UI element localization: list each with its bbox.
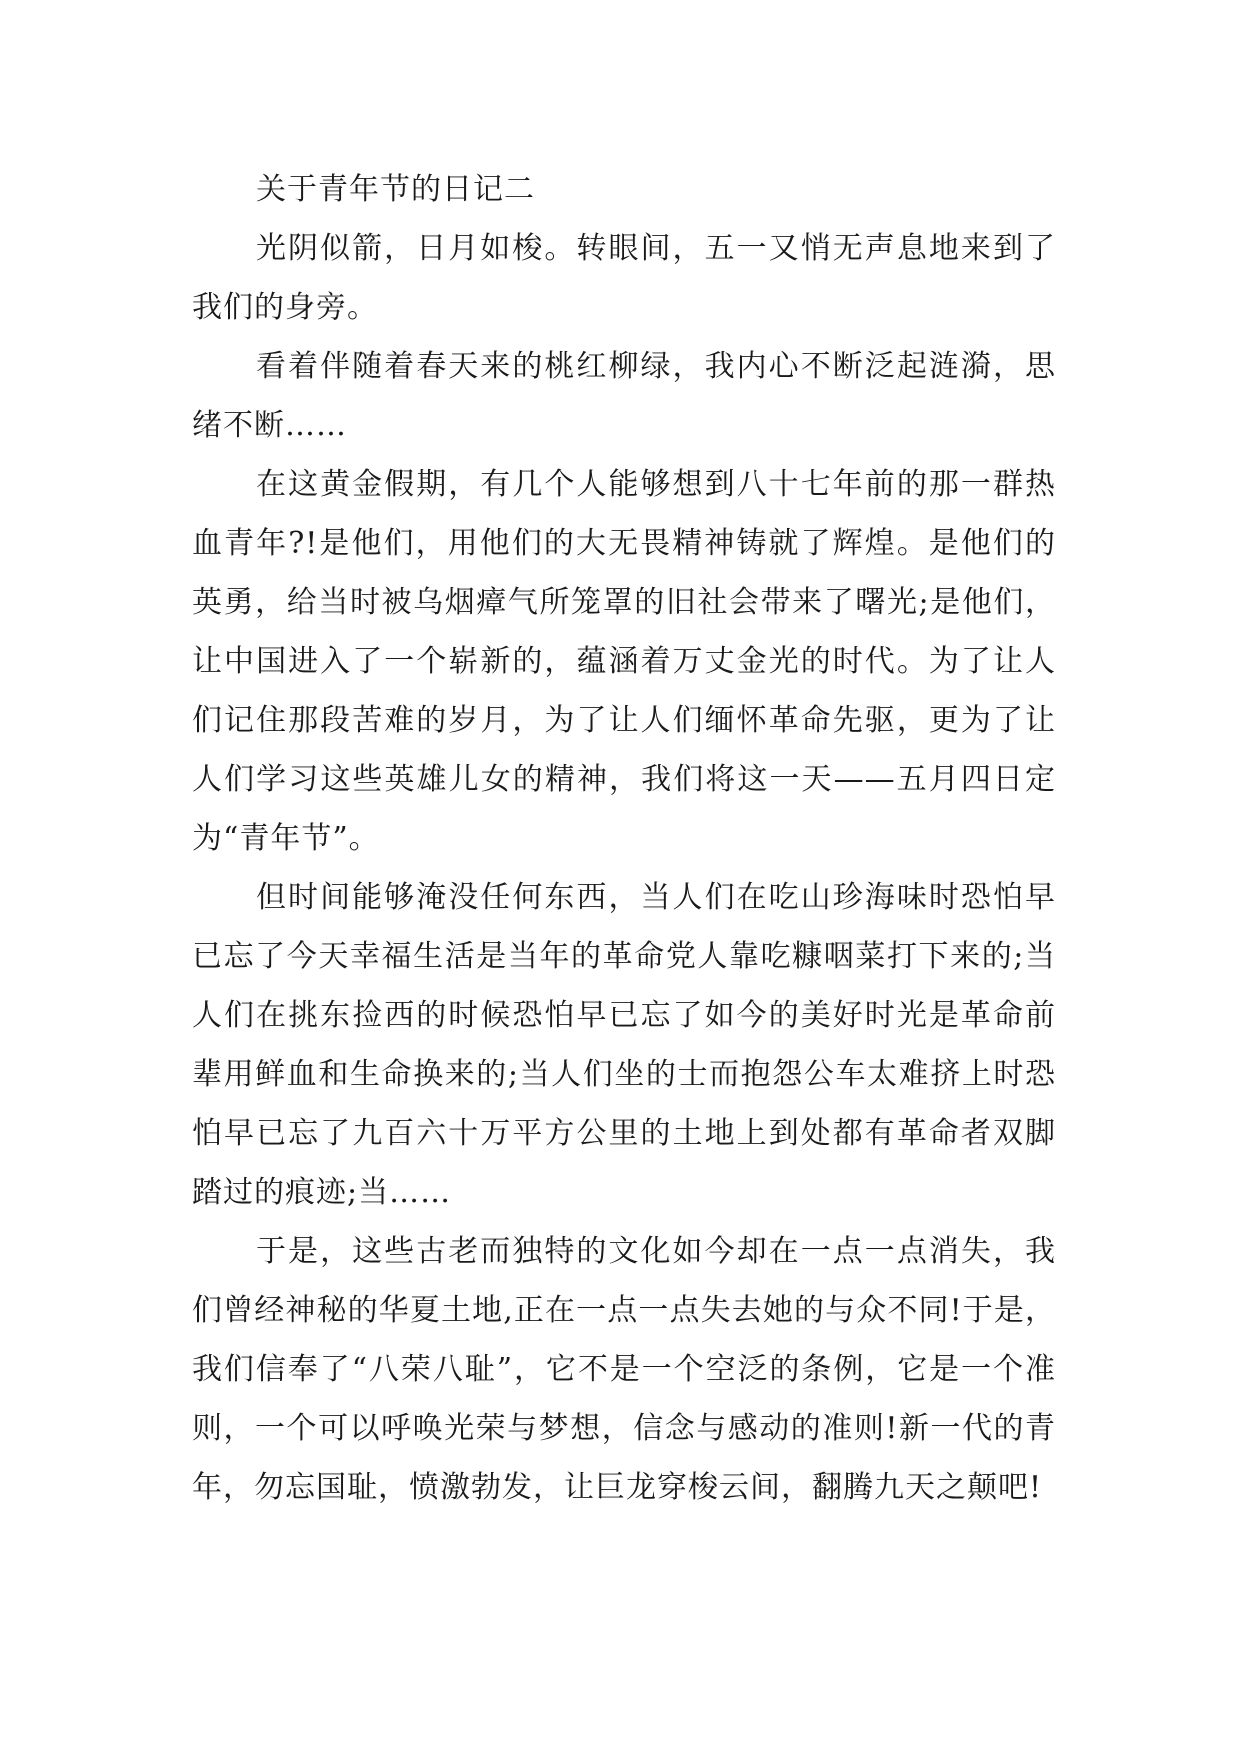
paragraph-1: 光阴似箭，日月如梭。转眼间，五一又悄无声息地来到了我们的身旁。: [192, 231, 1056, 325]
document-body: [192, 160, 1056, 1517]
document-title: 关于青年节的日记二: [256, 172, 535, 207]
paragraph-2: 看着伴随着春天来的桃红柳绿，我内心不断泛起涟漪，思绪不断……: [192, 349, 1056, 443]
paragraph-3: 在这黄金假期，有几个人能够想到八十七年前的那一群热血青年?!是他们，用他们的大无畏精神铸就了辉煌。是他们的英勇，给当时被乌烟瘴气所笼罩的旧社会带来了曙光;是他们，让中国进入了一个崭新的，蕴涵着万丈金光的时代。为了让人们记住那段苦难的岁月，为了让人们缅怀革命先驱，更为了让人们学习这些英雄儿女的精神，我们将这一天——五月四日定为“青年节”。: [192, 467, 1056, 856]
paragraph-4: 但时间能够淹没任何东西，当人们在吃山珍海味时恐怕早已忘了今天幸福生活是当年的革命党人靠吃糠咽菜打下来的;当人们在挑东捡西的时候恐怕早已忘了如今的美好时光是革命前辈用鲜血和生命换来的;当人们坐的士而抱怨公车太难挤上时恐怕早已忘了九百六十万平方公里的土地上到处都有革命者双脚踏过的痕迹;当……: [192, 880, 1056, 1210]
paragraph-5: 于是，这些古老而独特的文化如今却在一点一点消失，我们曾经神秘的华夏土地,正在一点一点失去她的与众不同!于是，我们信奉了“八荣八耻”，它不是一个空泛的条例，它是一个准则，一个可以呼唤光荣与梦想，信念与感动的准则!新一代的青年，勿忘国耻，愤激勃发，让巨龙穿梭云间，翻腾九天之颠吧!: [192, 1234, 1056, 1505]
